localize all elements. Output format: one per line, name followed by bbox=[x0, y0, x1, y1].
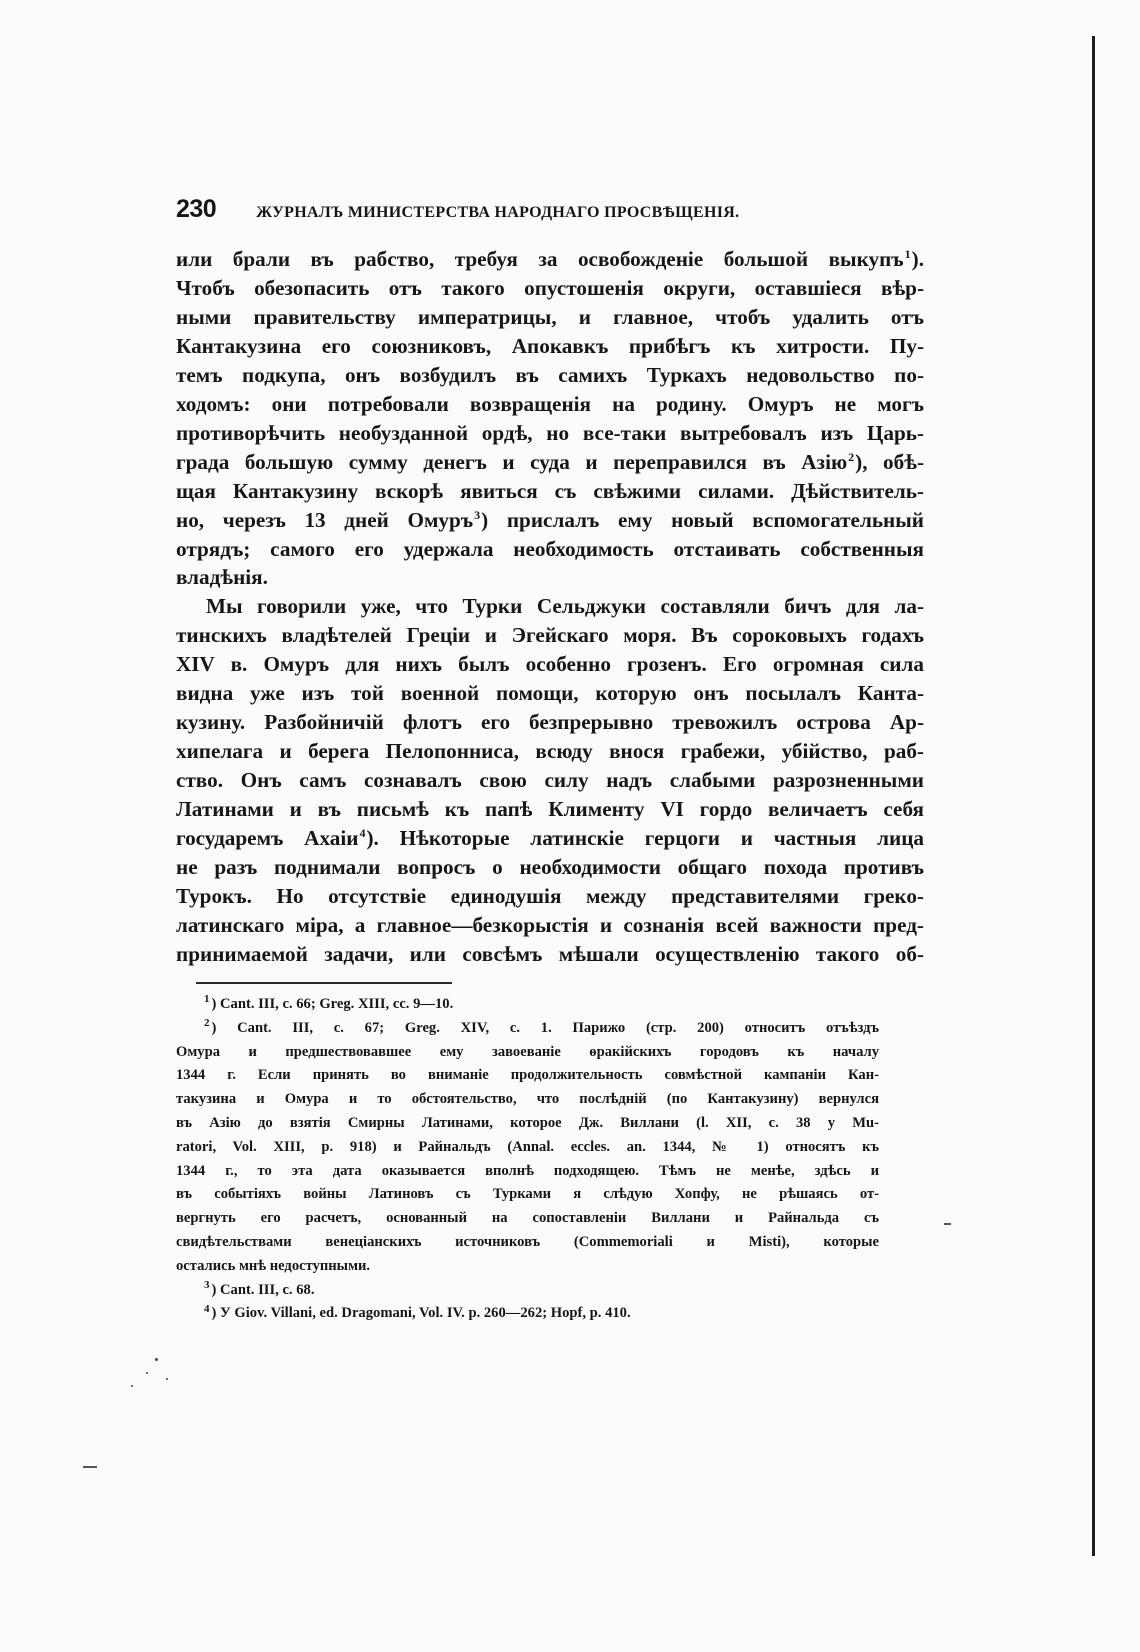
main-text bbox=[176, 245, 924, 969]
footnote-marker: 2 bbox=[204, 1016, 210, 1029]
text-segment: ). Нѣкоторые латинскіе герцоги и частныя лица bbox=[366, 826, 924, 851]
text-segment: отрядъ; самого его удержала необходимость отстаивать собственныя bbox=[176, 536, 924, 561]
text-line bbox=[176, 419, 924, 448]
footnote-text: 1344 г. Если принять во вниманіе продолжительность совмѣстной кампаніи Кан- bbox=[176, 1067, 879, 1084]
footnote-line bbox=[176, 1183, 879, 1207]
footnote-text: остались мнѣ недоступными. bbox=[176, 1257, 371, 1274]
text-segment: темъ подкупа, онъ возбудилъ въ самихъ Туркахъ недовольство по- bbox=[176, 362, 924, 387]
text-line bbox=[176, 708, 924, 737]
text-segment: но, черезъ 13 дней Омуръ bbox=[176, 507, 474, 532]
text-line bbox=[176, 940, 924, 969]
text-segment: противорѣчить необузданной ордѣ, но все-таки вытребовалъ изъ Царь- bbox=[176, 420, 924, 445]
text-segment: ). bbox=[911, 247, 924, 271]
scan-mark bbox=[83, 1466, 97, 1468]
footnote-line bbox=[176, 1136, 879, 1160]
footnote-line bbox=[176, 1207, 879, 1231]
footnote-marker: 1 bbox=[204, 993, 210, 1006]
footnote-text: Омура и предшествовавшее ему завоеваніе ѳракійскихъ городовъ къ началу bbox=[176, 1043, 879, 1060]
text-segment: принимаемой задачи, или совсѣмъ мѣшали осуществленію такого об- bbox=[176, 941, 924, 966]
text-segment: ство. Онъ самъ сознавалъ свою силу надъ слабыми разрозненными bbox=[176, 768, 924, 793]
text-segment: щая Кантакузину вскорѣ явиться съ свѣжими силами. Дѣйствитель- bbox=[176, 478, 924, 503]
text-line bbox=[176, 303, 924, 332]
footnote-line bbox=[176, 1255, 879, 1279]
text-line bbox=[176, 911, 924, 940]
text-segment: государемъ Ахаіи bbox=[176, 826, 359, 851]
text-segment: латинскаго міра, а главное—безкорыстія и сознанія всей важности пред- bbox=[176, 912, 924, 937]
footnote-marker: 3 bbox=[204, 1278, 210, 1291]
text-line bbox=[176, 448, 924, 477]
footnote-text: 1344 г., то эта дата оказывается вполнѣ подходящею. Тѣмъ не менѣе, здѣсь и bbox=[176, 1162, 879, 1179]
footnote-line bbox=[176, 1279, 879, 1303]
text-line bbox=[176, 650, 924, 679]
text-segment: Латинами и въ письмѣ къ папѣ Клименту VI гордо величаетъ себя bbox=[176, 797, 924, 822]
text-segment: ходомъ: они потребовали возвращенія на родину. Омуръ не могъ bbox=[176, 391, 924, 416]
footnote-text: ) Cant. III, c. 66; Greg. XIII, cc. 9—10. bbox=[211, 996, 454, 1012]
footnote-line bbox=[176, 1302, 879, 1326]
text-segment: или брали въ рабство, требуя за освобожденіе большой выкупъ bbox=[176, 247, 904, 271]
footnote-line bbox=[176, 1160, 879, 1184]
footnote-line bbox=[176, 1112, 879, 1136]
scan-speck bbox=[131, 1385, 133, 1387]
text-segment: Турокъ. Но отсутствіе единодушія между представителями греко- bbox=[176, 883, 924, 908]
text-segment: ), обѣ- bbox=[855, 449, 924, 474]
footnote-line bbox=[176, 1017, 879, 1041]
footnote-text: ) Cant. III, c. 67; Greg. XIV, c. 1. Парижо (стр. 200) относитъ отъѣздъ bbox=[211, 1019, 879, 1036]
scan-speck bbox=[146, 1372, 148, 1374]
text-segment: кузину. Разбойничій флотъ его безпрерывно тревожилъ острова Ар- bbox=[176, 710, 924, 735]
footnote-marker: 4 bbox=[204, 1302, 210, 1315]
footnote-text: такузина и Омура и то обстоятельство, что послѣдній (по Кантакузину) вернулся bbox=[176, 1091, 879, 1108]
text-line bbox=[176, 361, 924, 390]
footnote-reference: 3 bbox=[474, 507, 481, 522]
text-line bbox=[176, 274, 924, 303]
footnote-text: въ Азію до взятія Смирны Латинами, которое Дж. Виллани (l. XII, c. 38 у Mu- bbox=[176, 1114, 879, 1131]
scan-speck bbox=[155, 1358, 158, 1361]
text-line bbox=[176, 506, 924, 535]
text-segment: ) прислалъ ему новый вспомогательный bbox=[481, 507, 924, 532]
footnote-reference: 1 bbox=[904, 246, 911, 261]
footnote-reference: 4 bbox=[359, 826, 366, 840]
text-line bbox=[176, 679, 924, 708]
footnote-line bbox=[176, 1064, 879, 1088]
text-line bbox=[176, 737, 924, 766]
text-line bbox=[176, 766, 924, 795]
text-line bbox=[176, 332, 924, 361]
text-line bbox=[176, 245, 924, 274]
text-line bbox=[176, 621, 924, 650]
page-edge-shadow bbox=[1092, 36, 1095, 1556]
text-segment: ными правительству императрицы, и главное, чтобъ удалить отъ bbox=[176, 304, 924, 329]
text-line bbox=[176, 390, 924, 419]
page-header bbox=[176, 195, 920, 224]
footnote-text: ratori, Vol. XIII, p. 918) и Райнальдъ (Annal. eccles. an. 1344, № 1) относятъ къ bbox=[176, 1138, 879, 1155]
footnote-text: вергнуть его расчетъ, основанный на сопоставленіи Виллани и Райнальда съ bbox=[176, 1210, 879, 1227]
footnote-line bbox=[176, 1041, 879, 1065]
footnote-reference: 2 bbox=[848, 449, 855, 464]
text-segment: не разъ поднимали вопросъ о необходимости общаго похода противъ bbox=[176, 855, 924, 880]
footnote-text: въ событіяхъ войны Латиновъ съ Турками я слѣдую Хопфу, не рѣшаясь от- bbox=[176, 1186, 879, 1203]
text-line bbox=[176, 563, 924, 592]
text-segment: хипелага и берега Пелопонниса, всюду внося грабежи, убійство, раб- bbox=[176, 739, 924, 764]
text-line bbox=[176, 824, 924, 853]
text-segment: тинскихъ владѣтелей Греціи и Эгейскаго моря. Въ сороковыхъ годахъ bbox=[176, 623, 924, 648]
running-head: ЖУРНАЛЪ МИНИСТЕРСТВА НАРОДНАГО ПРОСВѢЩЕНІЯ. bbox=[256, 204, 740, 221]
scan-speck bbox=[166, 1378, 168, 1380]
footnote-text: ) Cant. III, c. 68. bbox=[211, 1281, 315, 1298]
text-line bbox=[176, 592, 924, 621]
page-number: 230 bbox=[176, 195, 217, 223]
text-line bbox=[176, 882, 924, 911]
footnote-line bbox=[176, 1231, 879, 1255]
text-line bbox=[176, 477, 924, 506]
text-line bbox=[176, 795, 924, 824]
footnotes bbox=[176, 993, 879, 1326]
text-segment: владѣнія. bbox=[176, 565, 268, 590]
text-segment: Кантакузина его союзниковъ, Апокавкъ прибѣгъ къ хитрости. Пу- bbox=[176, 333, 924, 358]
footnote-line bbox=[176, 993, 879, 1017]
text-segment: Мы говорили уже, что Турки Сельджуки составляли бичъ для ла- bbox=[206, 594, 924, 619]
footnote-text: ) У Giov. Villani, ed. Dragomani, Vol. IV. p. 260—262; Hopf, p. 410. bbox=[211, 1305, 631, 1322]
text-line bbox=[176, 535, 924, 564]
scan-mark bbox=[944, 1223, 951, 1225]
text-line bbox=[176, 853, 924, 882]
footnote-divider bbox=[196, 982, 452, 984]
text-segment: XIV в. Омуръ для нихъ былъ особенно грозенъ. Его огромная сила bbox=[176, 652, 924, 677]
text-segment: града большую сумму денегъ и суда и переправился въ Азію bbox=[176, 449, 848, 474]
text-segment: Чтобъ обезопасить отъ такого опустошенія округи, оставшіеся вѣр- bbox=[176, 275, 924, 300]
text-segment: видна уже изъ той военной помощи, которую онъ посылалъ Канта- bbox=[176, 681, 924, 706]
footnote-text: свидѣтельствами венеціанскихъ источниковъ (Commemoriali и Misti), которые bbox=[176, 1233, 879, 1250]
footnote-line bbox=[176, 1088, 879, 1112]
